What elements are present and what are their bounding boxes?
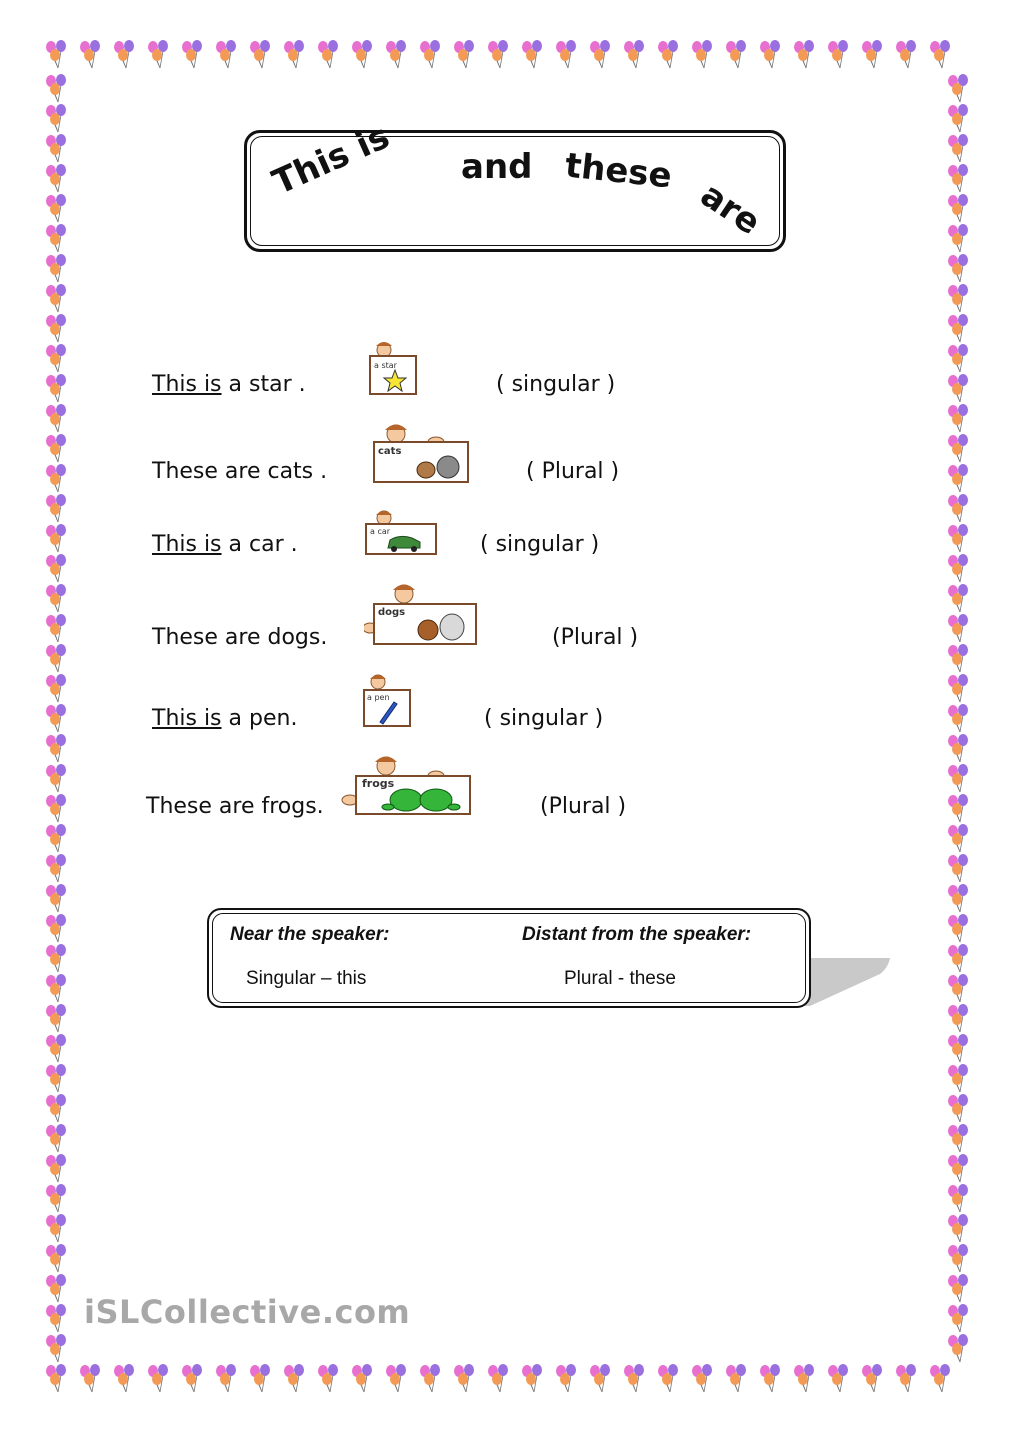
sentence-rest: These are cats . [152, 459, 328, 484]
balloon-border-bottom [42, 1364, 960, 1394]
boy-holding-pen-sign-icon [358, 674, 416, 730]
balloon-icon [620, 1364, 650, 1394]
balloon-icon [314, 1364, 344, 1394]
balloon-icon [518, 1364, 548, 1394]
grammar-number-label: ( singular ) [480, 532, 600, 557]
balloon-icon [944, 914, 974, 944]
balloon-icon [586, 40, 616, 70]
balloon-icon [944, 254, 974, 284]
title-word-this-is: This is [266, 116, 396, 203]
balloon-icon [382, 40, 412, 70]
sentence-rest: These are frogs. [146, 794, 324, 819]
sentence-text [152, 532, 298, 557]
balloon-icon [892, 1364, 922, 1394]
balloon-icon [586, 1364, 616, 1394]
balloon-icon [944, 104, 974, 134]
sentence-rest: a pen. [221, 706, 298, 731]
sentence-keyword: This is [152, 372, 222, 397]
balloon-icon [212, 40, 242, 70]
balloon-icon [42, 40, 72, 70]
boy-holding-car-sign-icon [360, 510, 440, 558]
balloon-icon [42, 884, 72, 914]
balloon-icon [654, 1364, 684, 1394]
balloon-icon [944, 164, 974, 194]
balloon-icon [42, 1124, 72, 1154]
balloon-icon [42, 1304, 72, 1334]
balloon-icon [42, 1034, 72, 1064]
balloon-icon [926, 1364, 956, 1394]
balloon-icon [178, 1364, 208, 1394]
balloon-icon [144, 40, 174, 70]
balloon-icon [42, 224, 72, 254]
balloon-icon [42, 1064, 72, 1094]
sentence-text [146, 794, 324, 819]
balloon-icon [42, 1214, 72, 1244]
balloon-icon [944, 74, 974, 104]
balloon-icon [944, 1034, 974, 1064]
balloon-icon [944, 194, 974, 224]
title-word-are: are [693, 174, 768, 244]
balloon-icon [944, 884, 974, 914]
balloon-icon [110, 40, 140, 70]
balloon-icon [824, 1364, 854, 1394]
sign-label: a car [370, 527, 391, 536]
balloon-icon [944, 1064, 974, 1094]
balloon-icon [76, 40, 106, 70]
balloon-icon [858, 40, 888, 70]
balloon-icon [42, 1244, 72, 1274]
balloon-icon [42, 1364, 72, 1394]
balloon-icon [944, 1154, 974, 1184]
sentence-row [0, 582, 1018, 652]
sentence-text [152, 372, 306, 397]
balloon-icon [824, 40, 854, 70]
sentence-rest: These are dogs. [152, 625, 328, 650]
balloon-icon [42, 284, 72, 314]
sentence-row [0, 752, 1018, 822]
title-word-and: and [461, 147, 533, 187]
balloon-icon [756, 1364, 786, 1394]
title-banner [244, 116, 786, 252]
balloon-icon [790, 1364, 820, 1394]
balloon-icon [944, 974, 974, 1004]
grammar-number-label: (Plural ) [540, 794, 627, 819]
balloon-icon [944, 1184, 974, 1214]
balloon-icon [944, 1214, 974, 1244]
balloon-icon [42, 1154, 72, 1184]
balloon-icon [280, 1364, 310, 1394]
balloon-icon [42, 1274, 72, 1304]
balloon-icon [518, 40, 548, 70]
sentence-text [152, 625, 327, 650]
balloon-icon [484, 40, 514, 70]
grammar-number-label: ( Plural ) [526, 459, 620, 484]
balloon-border-top [42, 40, 960, 70]
balloon-icon [416, 40, 446, 70]
grammar-number-label: ( singular ) [496, 372, 616, 397]
balloon-icon [314, 40, 344, 70]
balloon-icon [348, 1364, 378, 1394]
sign-label: cats [378, 446, 402, 457]
balloon-icon [790, 40, 820, 70]
near-speaker-heading: Near the speaker: [230, 924, 390, 945]
balloon-icon [42, 1334, 72, 1364]
balloon-icon [42, 194, 72, 224]
balloon-icon [42, 1184, 72, 1214]
sentence-rest: a car . [221, 532, 298, 557]
balloon-icon [944, 1304, 974, 1334]
balloon-icon [246, 40, 276, 70]
boy-holding-cats-sign-icon [370, 422, 474, 486]
balloon-icon [110, 1364, 140, 1394]
distant-speaker-text: Plural - these [564, 968, 676, 989]
balloon-icon [926, 40, 956, 70]
boy-holding-star-sign-icon [362, 340, 422, 398]
balloon-icon [382, 1364, 412, 1394]
balloon-icon [944, 1094, 974, 1124]
balloon-icon [722, 40, 752, 70]
balloon-icon [42, 164, 72, 194]
balloon-icon [42, 74, 72, 104]
balloon-icon [42, 974, 72, 1004]
boy-holding-frogs-sign-icon [340, 754, 474, 818]
balloon-icon [42, 944, 72, 974]
balloon-icon [42, 1004, 72, 1034]
balloon-icon [892, 40, 922, 70]
balloon-icon [450, 1364, 480, 1394]
balloon-icon [944, 1274, 974, 1304]
sentence-text [152, 459, 327, 484]
balloon-icon [654, 40, 684, 70]
balloon-icon [944, 224, 974, 254]
balloon-icon [42, 1094, 72, 1124]
balloon-icon [450, 40, 480, 70]
distant-speaker-heading: Distant from the speaker: [522, 924, 752, 945]
balloon-icon [416, 1364, 446, 1394]
balloon-icon [756, 40, 786, 70]
balloon-icon [212, 1364, 242, 1394]
sentence-row [0, 340, 1018, 410]
demonstrative-summary-box [207, 908, 811, 1008]
balloon-icon [348, 40, 378, 70]
sign-label: a star [374, 361, 397, 370]
balloon-icon [42, 134, 72, 164]
balloon-icon [944, 134, 974, 164]
balloon-icon [42, 854, 72, 884]
balloon-icon [944, 284, 974, 314]
balloon-icon [620, 40, 650, 70]
balloon-icon [722, 1364, 752, 1394]
balloon-icon [42, 104, 72, 134]
balloon-icon [144, 1364, 174, 1394]
sentence-row [0, 422, 1018, 492]
balloon-icon [280, 40, 310, 70]
balloon-icon [76, 1364, 106, 1394]
balloon-icon [688, 1364, 718, 1394]
balloon-icon [484, 1364, 514, 1394]
balloon-icon [552, 1364, 582, 1394]
balloon-icon [42, 254, 72, 284]
sentence-row [0, 672, 1018, 742]
balloon-icon [944, 1334, 974, 1364]
sign-label: frogs [362, 777, 395, 790]
balloon-icon [42, 914, 72, 944]
sentence-keyword: This is [152, 706, 222, 731]
sign-label: dogs [378, 607, 406, 618]
sentence-keyword: This is [152, 532, 222, 557]
sentence-rest: a star . [221, 372, 306, 397]
balloon-icon [246, 1364, 276, 1394]
islcollective-logo: iSLCollective.com [84, 1293, 411, 1331]
balloon-icon [552, 40, 582, 70]
boy-holding-dogs-sign-icon [364, 582, 482, 648]
sentence-text [152, 706, 297, 731]
balloon-icon [42, 824, 72, 854]
sign-label: a pen [367, 693, 390, 702]
grammar-number-label: (Plural ) [552, 625, 639, 650]
near-speaker-text: Singular – this [246, 968, 367, 989]
balloon-icon [944, 824, 974, 854]
balloon-icon [944, 1244, 974, 1274]
balloon-icon [944, 1004, 974, 1034]
balloon-icon [944, 1124, 974, 1154]
balloon-icon [944, 944, 974, 974]
balloon-icon [688, 40, 718, 70]
grammar-number-label: ( singular ) [484, 706, 604, 731]
balloon-icon [178, 40, 208, 70]
box-shadow [800, 958, 890, 1006]
balloon-icon [858, 1364, 888, 1394]
sentence-row [0, 508, 1018, 578]
balloon-icon [944, 854, 974, 884]
title-word-these: these [563, 145, 674, 197]
